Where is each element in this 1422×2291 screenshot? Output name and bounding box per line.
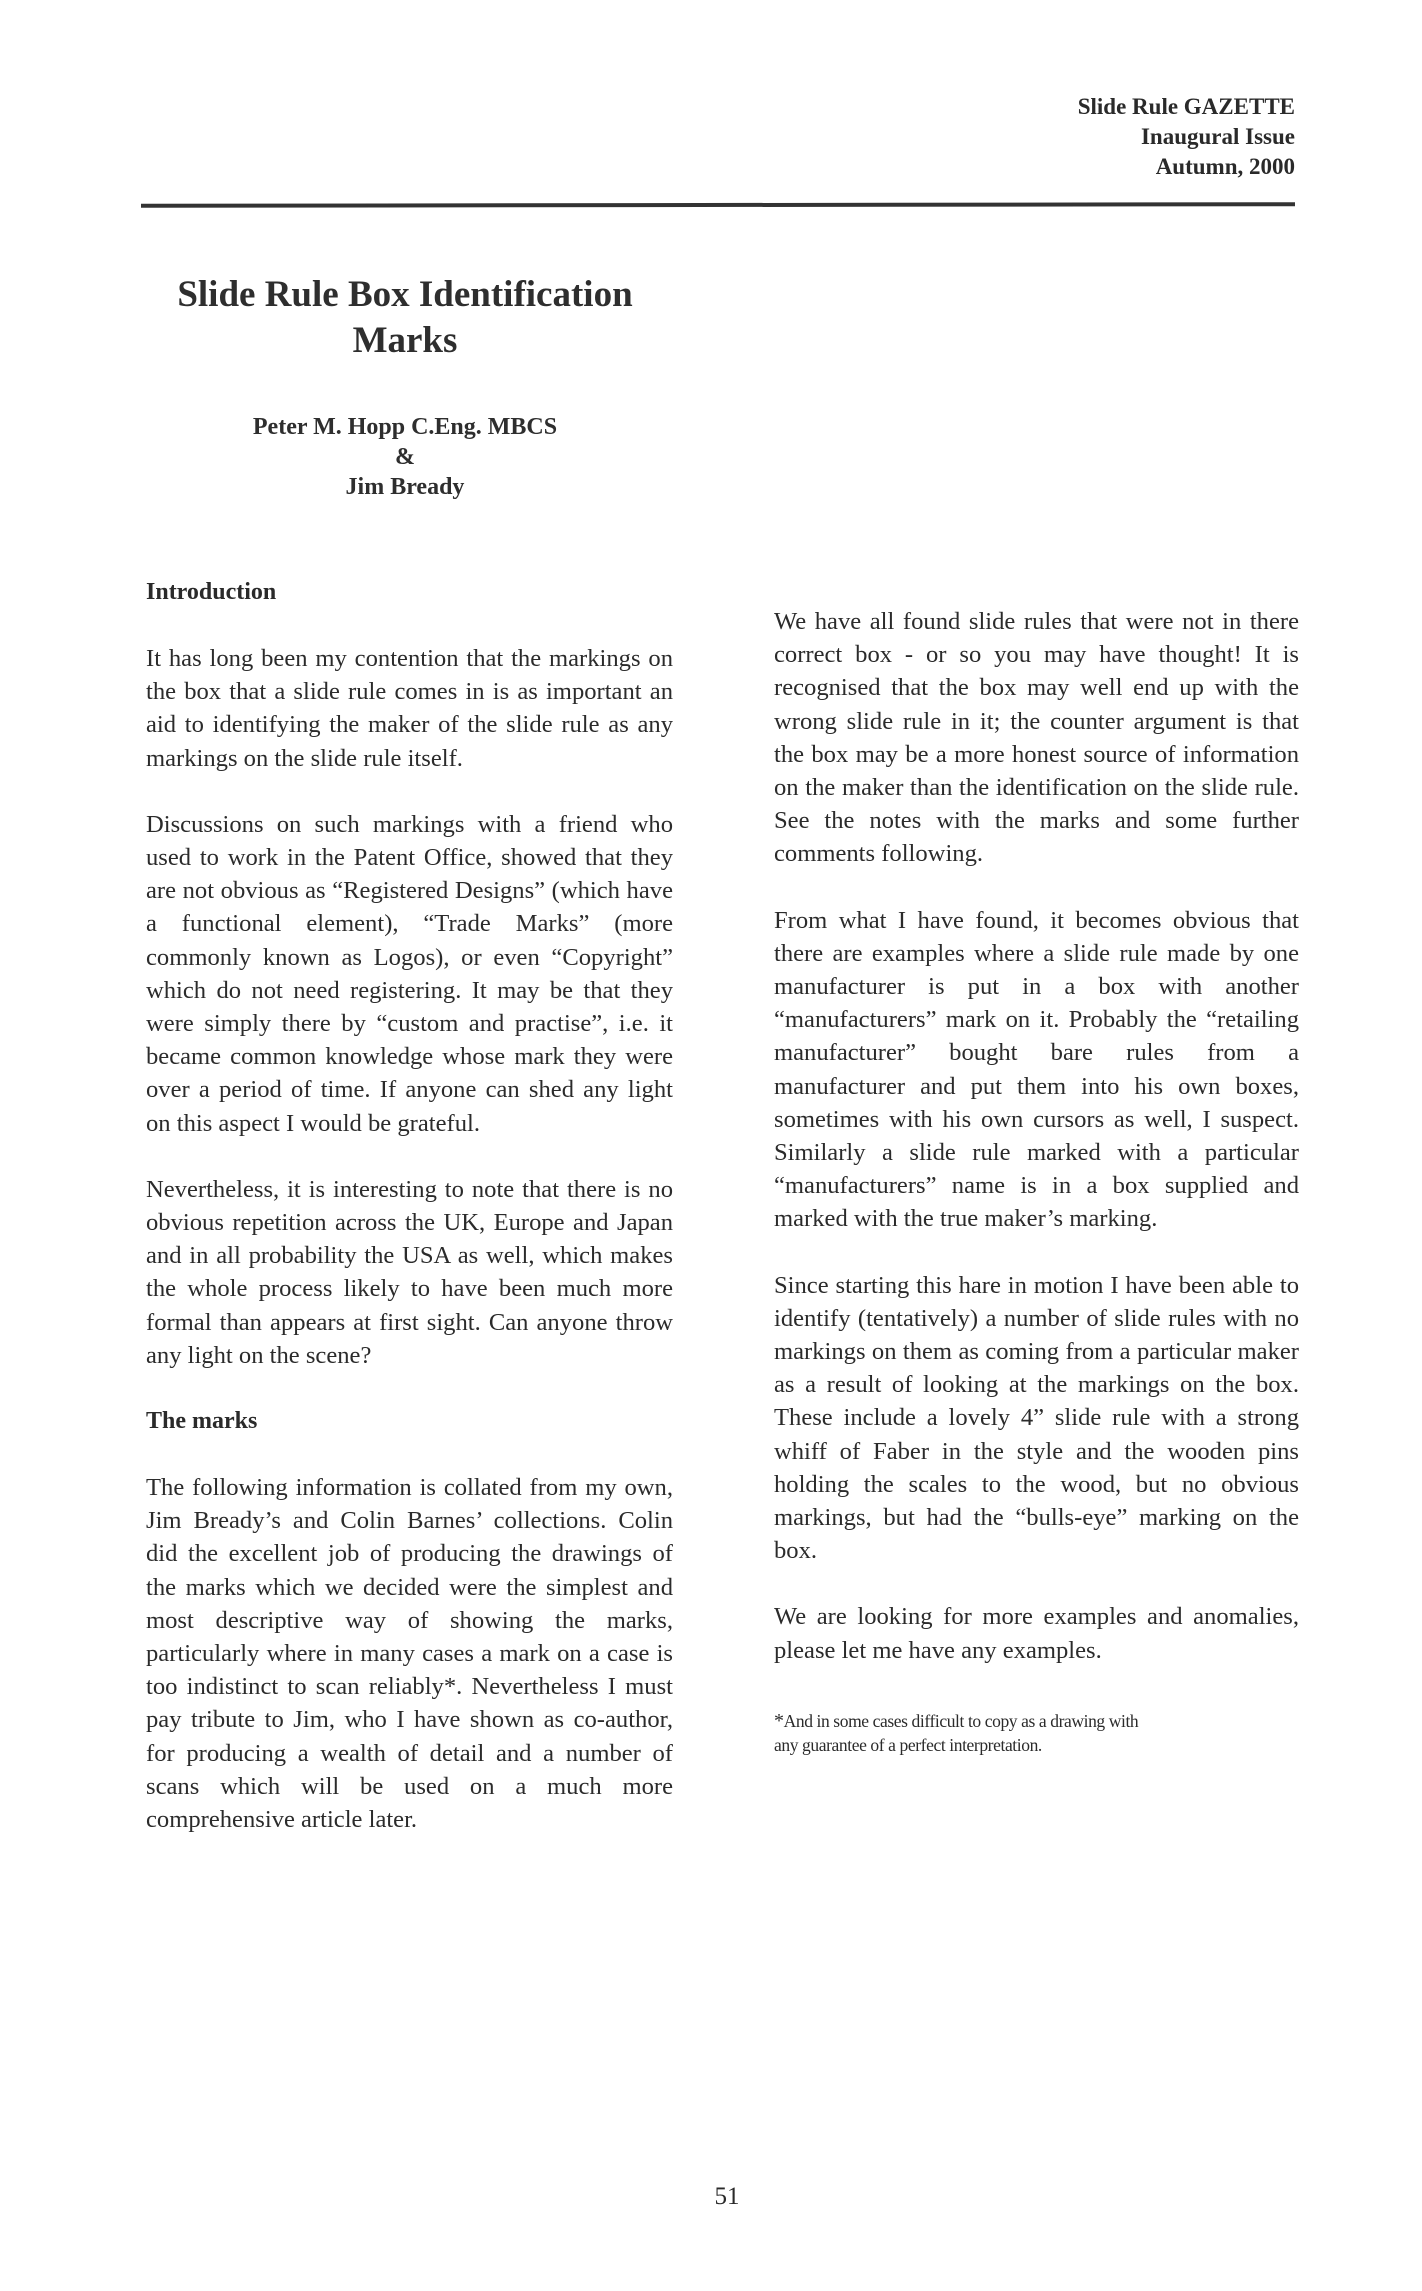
body-paragraph: The following information is collated from my own, Jim Bready’s and Colin Barnes’ collections. Colin did the excellent job of producing the drawings of the marks which we decided were the simplest and most descriptive way of showing the marks, particularly where in many cases a mark on a case is too indistinct to scan reliably*. Nevertheless I must pay tribute to Jim, who I have shown as co-author, for producing a wealth of detail and a number of scans which will be used on a much more comprehensive article later. — [146, 1474, 673, 1834]
footnote — [774, 1709, 1299, 1757]
left-column — [146, 576, 673, 1869]
header-divider — [141, 202, 1295, 208]
issue-label: Inaugural Issue — [1140, 124, 1295, 149]
body-paragraph: From what I have found, it becomes obvious that there are examples where a slide rule made by one manufacturer is put in a box with another “manufacturers” mark on it. Probably the “retailing manufacturer” bought bare rules from a manufacturer and put them into his own boxes, sometimes with his own cursors as well, I suspect. Similarly a slide rule marked with a particular “manufacturers” name is in a box supplied and marked with the true maker’s marking. — [774, 906, 1299, 1233]
body-paragraph: Nevertheless, it is interesting to note that there is no obvious repetition across the UK, Europe and Japan and in all probability the USA as well, which makes the whole process likely to have been much more formal than appears at first sight. Can anyone throw any light on the scene? — [146, 1175, 673, 1369]
article-title — [150, 272, 660, 364]
right-column — [774, 605, 1299, 1757]
author-block — [180, 412, 630, 502]
author-separator: & — [395, 444, 415, 470]
footnote-line-1 — [774, 1709, 1299, 1733]
issue-date: Autumn, 2000 — [1155, 154, 1295, 179]
section-heading-introduction: Introduction — [146, 579, 277, 605]
author-primary: Peter M. Hopp C.Eng. MBCS — [252, 414, 558, 440]
footnote-line-2: any guarantee of a perfect interpretation. — [774, 1734, 1042, 1755]
page-number: 51 — [714, 2183, 740, 2210]
publication-name: Slide Rule GAZETTE — [1077, 94, 1295, 119]
body-paragraph: Since starting this hare in motion I have been able to identify (tentatively) a number of slide rules with no markings on them as coming from a particular maker as a result of looking at the markings on the box. These include a lovely 4” slide rule with a strong whiff of Faber in the style and the wooden pins holding the scales to the wood, but no obvious markings, but had the “bulls-eye” marking on the box. — [774, 1271, 1299, 1565]
section-heading-marks: The marks — [146, 1408, 258, 1435]
body-paragraph: We have all found slide rules that were not in there correct box - or so you may have thought! It is recognised that the box may well end up with the wrong slide rule in it; the counter argument is that the box may be a more honest source of information on the maker than the identification on the slide rule. See the notes with the marks and some further comments following. — [774, 608, 1299, 868]
body-paragraph: Discussions on such markings with a friend who used to work in the Patent Office, showed that they are not obvious as “Registered Designs” (which have a functional element), “Trade Marks” (more commonly known as Logos), or even “Copyright” which do not need registering. It may be that they were simply there by “custom and practise”, i.e. it became common knowledge whose mark they were over a period of time. If anyone can shed any light on this aspect I would be grateful. — [146, 810, 673, 1137]
body-paragraph: We are looking for more examples and anomalies, please let me have any examples. — [774, 1603, 1299, 1664]
footnote-marker: * — [774, 1709, 784, 1732]
footnote-text-1: And in some cases difficult to copy as a drawing with — [783, 1710, 1139, 1731]
body-paragraph: It has long been my contention that the markings on the box that a slide rule comes in is as important an aid to identifying the maker of the slide rule as any markings on the slide rule itself. — [146, 645, 673, 772]
author-secondary: Jim Bready — [345, 474, 465, 500]
running-header — [1078, 92, 1295, 182]
title-line-1: Slide Rule Box Identification — [177, 274, 633, 315]
title-line-2: Marks — [352, 320, 458, 361]
